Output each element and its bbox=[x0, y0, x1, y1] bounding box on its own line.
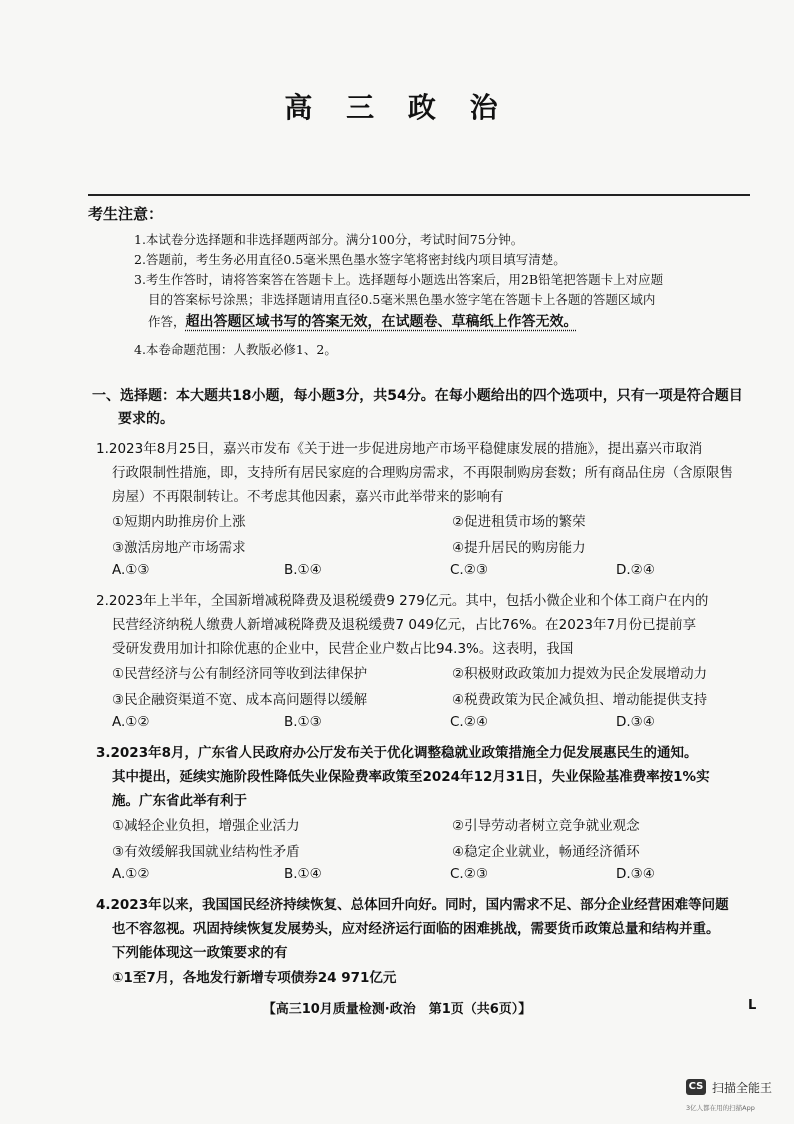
section-heading: 一、选择题：本大题共18小题，每小题3分，共54分。在每小题给出的四个选项中，只有一项是符合题目 bbox=[92, 388, 743, 404]
choice-a[interactable]: A.①② bbox=[112, 714, 150, 730]
choice-d[interactable]: D.③④ bbox=[616, 714, 655, 730]
question-3-line: 施。广东省此举有利于 bbox=[112, 793, 247, 809]
notice-item: 3.考生作答时，请将答案答在答题卡上。选择题每小题选出答案后，用2B铅笔把答题卡上对应题 bbox=[134, 272, 664, 287]
statement-row bbox=[112, 662, 752, 688]
statement: ②积极财政政策加力提效为民企发展增动力 bbox=[452, 666, 708, 682]
statement: ②引导劳动者树立竞争就业观念 bbox=[452, 818, 640, 834]
notice-emphasis: 超出答题区域书写的答案无效，在试题卷、草稿纸上作答无效。 bbox=[185, 314, 578, 330]
statement: ①民营经济与公有制经济同等收到法律保护 bbox=[112, 666, 368, 682]
page-title: 高 三 政 治 bbox=[284, 91, 510, 124]
statement: ②促进租赁市场的繁荣 bbox=[452, 514, 586, 530]
page-footer: 【高三10月质量检测·政治 第1页（共6页）】 bbox=[262, 1002, 532, 1017]
choice-row bbox=[112, 866, 752, 892]
choice-b[interactable]: B.①③ bbox=[284, 714, 322, 730]
statement-row bbox=[112, 510, 752, 536]
question-3-line: 其中提出，延续实施阶段性降低失业保险费率政策至2024年12月31日，失业保险基准费率按1%实 bbox=[112, 769, 710, 785]
watermark-tagline: 3亿人都在用的扫描App bbox=[686, 1104, 755, 1112]
statement-row bbox=[112, 840, 752, 866]
question-1-line: 行政限制性措施，即，支持所有居民家庭的合理购房需求，不再限制购房套数；所有商品住房（含原限售 bbox=[112, 465, 733, 481]
statement: ④税费政策为民企减负担、增动能提供支持 bbox=[452, 692, 708, 708]
notice-item: 1.本试卷分选择题和非选择题两部分。满分100分，考试时间75分钟。 bbox=[134, 232, 524, 247]
question-3-line: 3.2023年8月，广东省人民政府办公厅发布关于优化调整稳就业政策措施全力促发展惠民生的通知。 bbox=[96, 745, 698, 761]
statement: ③民企融资渠道不宽、成本高问题得以缓解 bbox=[112, 692, 368, 708]
cs-logo-icon: CS bbox=[686, 1079, 706, 1095]
statement-row bbox=[112, 688, 752, 714]
question-4-line: 4.2023年以来，我国国民经济持续恢复、总体回升向好。同时，国内需求不足、部分企业经营困难等问题 bbox=[96, 897, 729, 913]
notice-item: 目的答案标号涂黑；非选择题请用直径0.5毫米黑色墨水签字笔在答题卡上各题的答题区域内 bbox=[148, 292, 656, 307]
statement-row bbox=[112, 966, 752, 992]
version-letter: L bbox=[748, 998, 757, 1013]
question-2-line: 民营经济纳税人缴费人新增减税降费及退税缓费7 049亿元，占比76%。在2023年7月份已提前享 bbox=[112, 617, 697, 633]
question-4-line: 也不容忽视。巩固持续恢复发展势头，应对经济运行面临的困难挑战，需要货币政策总量和结构并重。 bbox=[112, 921, 720, 937]
divider bbox=[88, 194, 750, 196]
statement: ③有效缓解我国就业结构性矛盾 bbox=[112, 844, 300, 860]
statement: ①减轻企业负担，增强企业活力 bbox=[112, 818, 300, 834]
statement: ③激活房地产市场需求 bbox=[112, 540, 246, 556]
question-2-line: 2.2023年上半年，全国新增减税降费及退税缓费9 279亿元。其中，包括小微企业和个体工商户在内的 bbox=[96, 593, 709, 609]
statement-row bbox=[112, 814, 752, 840]
choice-d[interactable]: D.③④ bbox=[616, 866, 655, 882]
watermark-name: 扫描全能王 bbox=[712, 1081, 773, 1095]
choice-row bbox=[112, 714, 752, 740]
choice-c[interactable]: C.②③ bbox=[450, 866, 488, 882]
choice-a[interactable]: A.①③ bbox=[112, 562, 150, 578]
scanner-watermark bbox=[686, 1079, 790, 1119]
choice-c[interactable]: C.②③ bbox=[450, 562, 488, 578]
choice-c[interactable]: C.②④ bbox=[450, 714, 488, 730]
question-4-line: 下列能体现这一政策要求的有 bbox=[112, 945, 288, 961]
statement: ④稳定企业就业，畅通经济循环 bbox=[452, 844, 640, 860]
notice-item bbox=[148, 312, 768, 332]
notice-item: 2.答题前，考生务必用直径0.5毫米黑色墨水签字笔将密封线内项目填写清楚。 bbox=[134, 252, 566, 267]
choice-d[interactable]: D.②④ bbox=[616, 562, 655, 578]
notice-item-text: 作答， bbox=[148, 314, 186, 329]
choice-b[interactable]: B.①④ bbox=[284, 562, 322, 578]
question-1-line: 房屋）不再限制转让。不考虑其他因素，嘉兴市此举带来的影响有 bbox=[112, 489, 504, 505]
question-2-line: 受研发费用加计扣除优惠的企业中，民营企业户数占比94.3%。这表明，我国 bbox=[112, 641, 574, 657]
statement: ①短期内助推房价上涨 bbox=[112, 514, 246, 530]
choice-a[interactable]: A.①② bbox=[112, 866, 150, 882]
statement-row bbox=[112, 536, 752, 562]
choice-b[interactable]: B.①④ bbox=[284, 866, 322, 882]
statement: ①1至7月，各地发行新增专项债券24 971亿元 bbox=[112, 970, 397, 986]
section-heading-cont: 要求的。 bbox=[118, 411, 174, 427]
choice-row bbox=[112, 562, 752, 588]
question-1-line: 1.2023年8月25日，嘉兴市发布《关于进一步促进房地产市场平稳健康发展的措施》，提出嘉兴市取消 bbox=[96, 441, 703, 457]
statement: ④提升居民的购房能力 bbox=[452, 540, 586, 556]
notice-heading: 考生注意： bbox=[88, 205, 164, 223]
notice-item: 4.本卷命题范围：人教版必修1、2。 bbox=[134, 342, 337, 357]
